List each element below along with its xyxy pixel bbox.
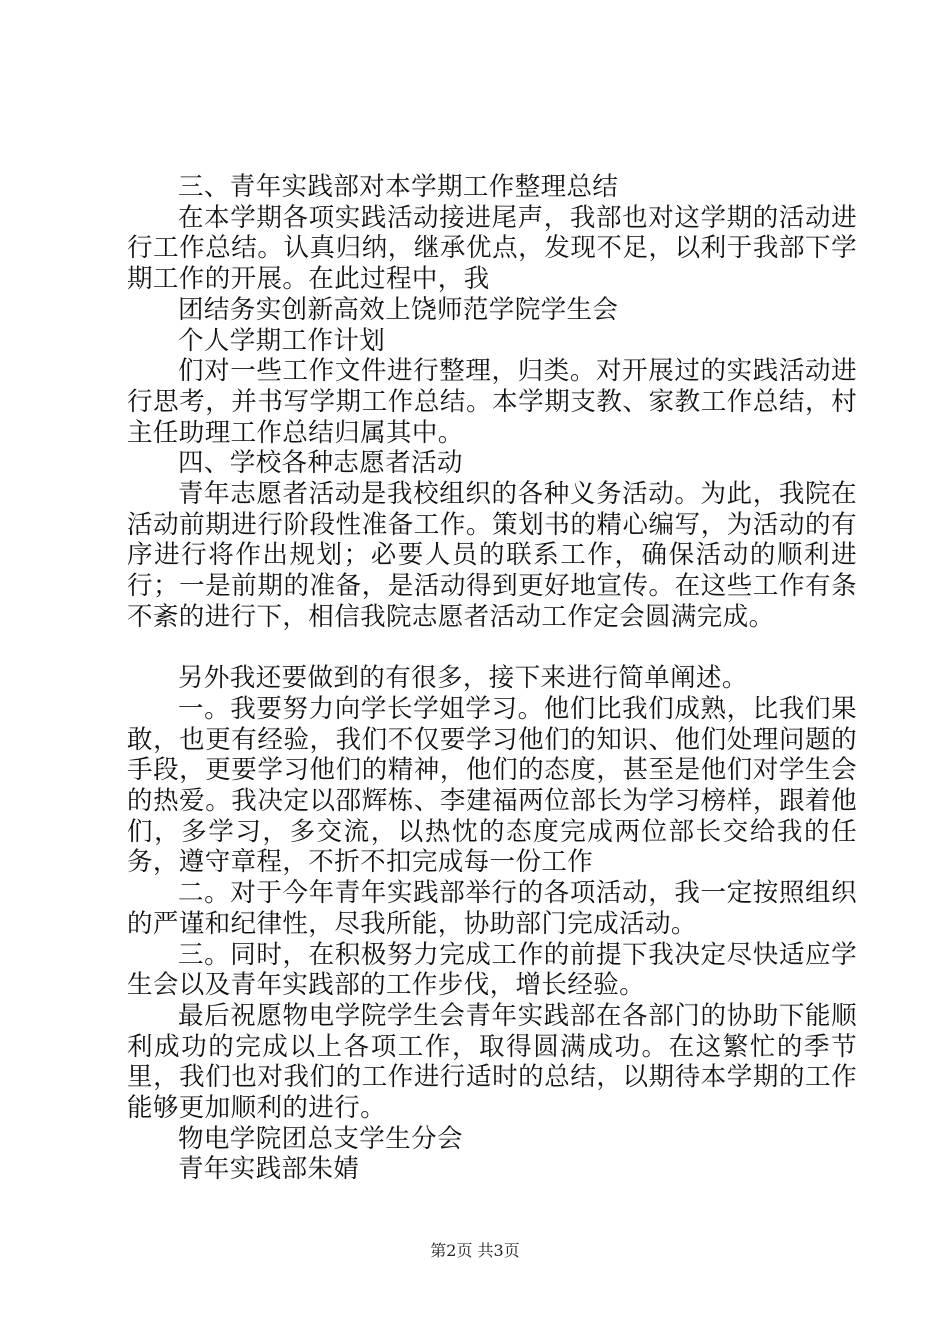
- paragraph: 在本学期各项实践活动接进尾声，我部也对这学期的活动进行工作总结。认真归纳，继承优点，发现不足，以利于我部下学期工作的开展。在此过程中，我: [127, 202, 857, 295]
- paragraph: 青年志愿者活动是我校组织的各种义务活动。为此，我院在活动前期进行阶段性准备工作。策划书的精心编写，为活动的有序进行将作出规划；必要人员的联系工作，确保活动的顺利进行；一是前期的准备，是活动得到更好地宣传。在这些工作有条不紊的进行下，相信我院志愿者活动工作定会圆满完成。: [127, 479, 857, 632]
- signature-organization: 物电学院团总支学生分会: [178, 1123, 463, 1154]
- paragraph: 二。对于今年青年实践部举行的各项活动，我一定按照组织的严谨和纪律性，尽我所能，协助部门完成活动。: [127, 878, 857, 939]
- paragraph: 团结务实创新高效上饶师范学院学生会: [178, 294, 619, 325]
- section-heading-3: 三、青年实践部对本学期工作整理总结: [178, 172, 619, 202]
- paragraph: 们对一些工作文件进行整理，归类。对开展过的实践活动进行思考，并书写学期工作总结。本学期支教、家教工作总结，村主任助理工作总结归属其中。: [127, 356, 857, 448]
- paragraph: 另外我还要做到的有很多，接下来进行简单阐述。: [178, 663, 748, 694]
- signature-author: 青年实践部朱婧: [178, 1154, 360, 1185]
- paragraph: 一。我要努力向学长学姐学习。他们比我们成熟，比我们果敢，也更有经验，我们不仅要学习他们的知识、他们处理问题的手段，更要学习他们的精神，他们的态度，甚至是他们对学生会的热爱。我决定以邵辉栋、李建福两位部长为学习榜样，跟着他们，多学习，多交流，以热忱的态度完成两位部长交给我的任务，遵守章程，不折不扣完成每一份工作: [127, 693, 857, 878]
- page-number-footer: 第2页 共3页: [430, 1241, 520, 1260]
- paragraph: 个人学期工作计划: [178, 325, 386, 356]
- paragraph: 最后祝愿物电学院学生会青年实践部在各部门的协助下能顺利成功的完成以上各项工作，取得圆满成功。在这繁忙的季节里，我们也对我们的工作进行适时的总结，以期待本学期的工作能够更加顺利的进行。: [127, 1000, 857, 1124]
- section-heading-4: 四、学校各种志愿者活动: [178, 448, 463, 479]
- document-body: [127, 172, 857, 1185]
- paragraph: 三。同时，在积极努力完成工作的前提下我决定尽快适应学生会以及青年实践部的工作步伐，增长经验。: [127, 939, 857, 1001]
